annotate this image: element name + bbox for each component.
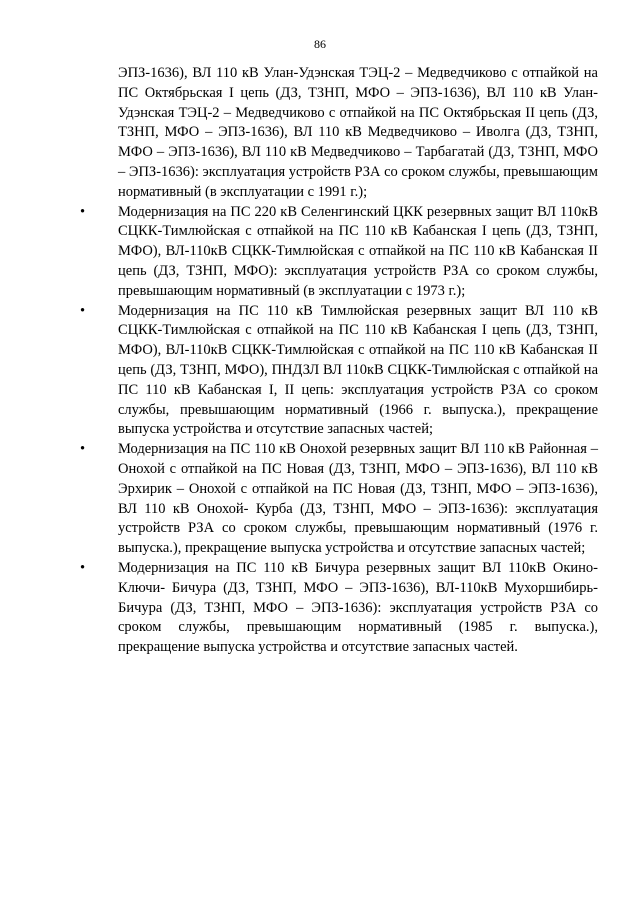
list-item-text: Модернизация на ПС 110 кВ Онохой резервных защит ВЛ 110 кВ Районная – Онохой с отпайкой на ПС Новая (ДЗ, ТЗНП, МФО – ЭПЗ-1636), ВЛ 110 кВ Эрхирик – Онохой с отпайкой на ПС Новая (ДЗ, ТЗНП, МФО – ЭПЗ-1636), ВЛ 110 кВ Онохой- Курба (ДЗ, ТЗНП, МФО – ЭПЗ-1636): эксплуатация устройств РЗА со сроком службы, превышающим нормативный (1976 г. выпуска.), прекращение выпуска устройства и отсутствие запасных частей; <box>118 441 598 557</box>
continued-paragraph: ЭПЗ-1636), ВЛ 110 кВ Улан-Удэнская ТЭЦ-2 – Медведчиково с отпайкой на ПС Октябрьская I цепь (ДЗ, ТЗНП, МФО – ЭПЗ-1636), ВЛ 110 кВ Улан-Удэнская ТЭЦ-2 – Медведчиково с отпайкой на ПС Октябрьская II цепь (ДЗ, ТЗНП, МФО – ЭПЗ-1636), ВЛ 110 кВ Медведчиково – Иволга (ДЗ, ТЗНП, МФО – ЭПЗ-1636), ВЛ 110 кВ Медведчиково – Тарбагатай (ДЗ, ТЗНП, МФО – ЭПЗ-1636): эксплуатация устройств РЗА со сроком службы, превышающим нормативный (в эксплуатации с 1991 г.); <box>118 65 598 200</box>
list-item <box>80 203 598 302</box>
list-item <box>80 302 598 441</box>
page-number: 86 <box>314 37 326 51</box>
bullet-icon: • <box>80 559 86 576</box>
page-body <box>0 64 640 658</box>
bullet-icon: • <box>80 302 86 319</box>
bullet-icon: • <box>80 441 86 458</box>
bullet-icon: • <box>80 203 86 220</box>
list-item <box>80 440 598 559</box>
list-item-text: Модернизация на ПС 220 кВ Селенгинский ЦКК резервных защит ВЛ 110кВ СЦКК-Тимлюйская с отпайкой на ПС 110 кВ Кабанская I цепь (ДЗ, ТЗНП, МФО), ВЛ-110кВ СЦКК-Тимлюйская с отпайкой на ПС 110 кВ Кабанская II цепь (ДЗ, ТЗНП, МФО): эксплуатация устройств РЗА со сроком службы, превышающим нормативный (в эксплуатации с 1973 г.); <box>118 203 598 299</box>
list-item-text: Модернизация на ПС 110 кВ Тимлюйская резервных защит ВЛ 110 кВ СЦКК-Тимлюйская с отпайкой на ПС 110 кВ Кабанская I цепь (ДЗ, ТЗНП, МФО), ВЛ-110кВ СЦКК-Тимлюйская с отпайкой на ПС 110 кВ Кабанская II цепь (ДЗ, ТЗНП, МФО), ПНДЗЛ ВЛ 110кВ СЦКК-Тимлюйская с отпайкой на ПС 110 кВ Кабанская I, II цепь: эксплуатация устройств РЗА со сроком службы, превышающим нормативный (1966 г. выпуска.), прекращение выпуска устройства и отсутствие запасных частей; <box>118 302 598 438</box>
list-item <box>80 559 598 658</box>
list-item-text: Модернизация на ПС 110 кВ Бичура резервных защит ВЛ 110кВ Окино-Ключи- Бичура (ДЗ, ТЗНП, МФО – ЭПЗ-1636), ВЛ-110кВ Мухоршибирь-Бичура (ДЗ, ТЗНП, МФО – ЭПЗ-1636): эксплуатация устройств РЗА со сроком службы, превышающим нормативный (1985 г. выпуска.), прекращение выпуска устройства и отсутствие запасных частей. <box>118 559 598 656</box>
